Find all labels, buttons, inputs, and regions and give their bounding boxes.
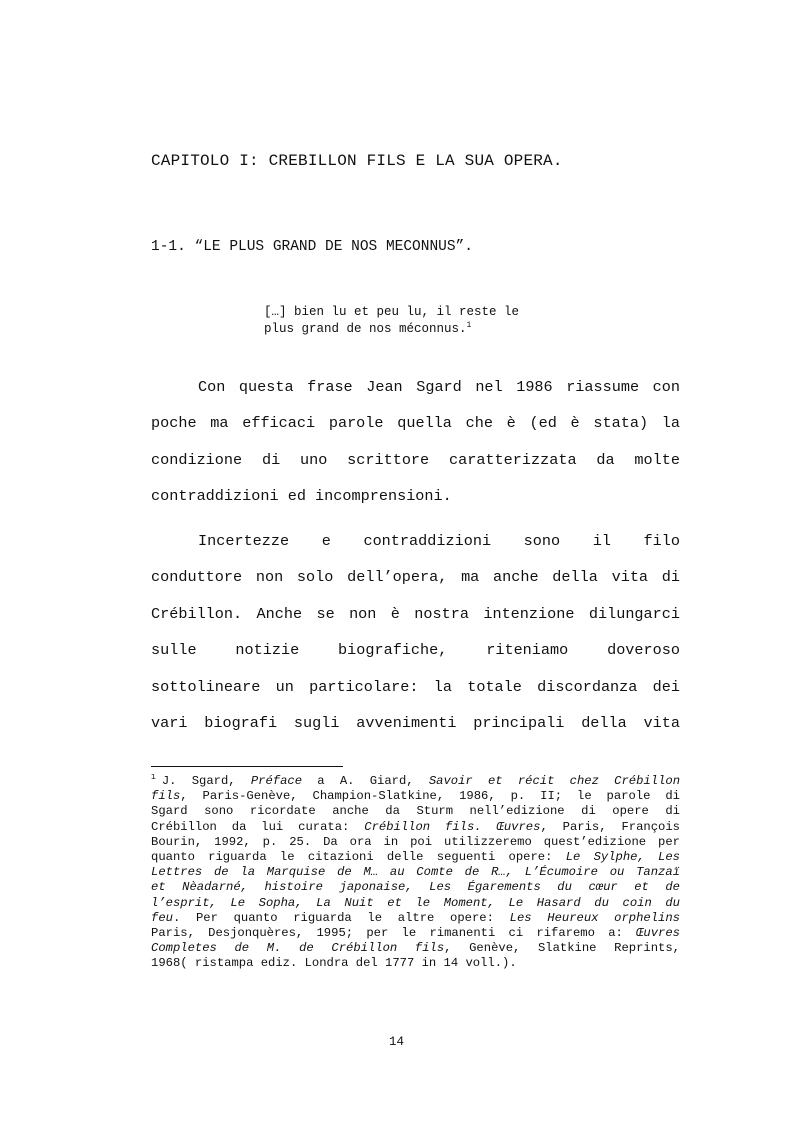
footnote-line [151, 865, 680, 880]
footnote-text: a A. Giard, [302, 774, 429, 788]
paragraph-line: condizione di uno scrittore caratterizzata da molte [151, 450, 680, 469]
chapter-title: CAPITOLO I: CREBILLON FILS E LA SUA OPERA. [151, 152, 563, 170]
paragraph-line: conduttore non solo dell’opera, ma anche della vita di [151, 568, 680, 587]
footnote-italic: Crébillon fils. Œuvres [364, 819, 541, 834]
footnote-text: J. Sgard, [161, 774, 251, 788]
footnote-text: Crébillon da lui curata: [151, 819, 365, 834]
footnote-text: , Genève, Slatkine Reprints, [444, 941, 680, 956]
page-number: 14 [388, 1035, 404, 1049]
footnote-text: . Per quanto riguarda le altre opere: [172, 910, 510, 925]
footnote-italic: fils [151, 789, 181, 804]
footnote-italic: Le Sylphe, Les [565, 849, 680, 864]
footnote-italic: Œuvres [636, 925, 680, 940]
footnote-italic: Préface [250, 774, 303, 788]
footnote-divider [151, 766, 343, 767]
footnote-line: Bourin, 1992, p. 25. Da ora in poi utilizzeremo quest’edizione per [151, 834, 680, 849]
section-title: 1-1. “LE PLUS GRAND DE NOS MECONNUS”. [151, 239, 473, 255]
footnote-italic: Lettres de la Marquise de M… au Comte de R…, L’Écumoire ou Tanzaï [151, 865, 680, 880]
paragraph-line: Crébillon. Anche se non è nostra intenzione dilungarci [151, 604, 680, 623]
paragraph-line: sottolineare un particolare: la totale discordanza dei [151, 677, 680, 696]
footnote-text: quanto riguarda le citazioni delle seguenti opere: [151, 849, 566, 864]
paragraph-line: contraddizioni ed incomprensioni. [151, 487, 452, 506]
footnote-line [151, 896, 680, 911]
footnote-text: , Paris-Genève, Champion-Slatkine, 1986, p. II; le parole di [180, 789, 680, 804]
footnote-line: Sgard sono ricordate anche da Sturm nell’edizione di opere di [151, 804, 680, 819]
epigraph-quote [264, 304, 574, 338]
footnote-line: 1968( ristampa ediz. Londra del 1777 in 14 voll.). [151, 956, 517, 971]
footnote-text: Paris, Desjonquères, 1995; per le rimanenti ci rifaremo a: [151, 925, 637, 940]
footnote-italic: Completes de M. de Crébillon fils [151, 941, 445, 956]
paragraph-line: Con questa frase Jean Sgard nel 1986 riassume con [198, 378, 680, 396]
footnote-italic: Les Heureux orphelins [509, 910, 680, 925]
paragraph-line: poche ma efficaci parole quella che è (ed è stata) la [151, 414, 680, 433]
footnote-italic: et Nèadarné, histoire japonaise, Les Égarements du cœur et de [151, 880, 680, 895]
footnote-text: , Paris, François [540, 819, 680, 834]
footnote-line [151, 941, 680, 956]
footnote-reference: 1 [466, 320, 472, 330]
footnote-italic: Savoir et récit chez Crébillon [428, 774, 680, 788]
footnote-line [151, 820, 680, 835]
footnote-line [151, 850, 680, 865]
paragraph-line: vari biografi sugli avvenimenti principali della vita [151, 713, 680, 732]
footnote-line [151, 789, 680, 804]
footnote-line [151, 880, 680, 895]
epigraph-line: […] bien lu et peu lu, il reste le [264, 305, 520, 319]
epigraph-line [264, 321, 574, 338]
footnote-mark: 1 [151, 774, 156, 782]
paragraph [151, 523, 680, 741]
footnote-line [151, 911, 680, 926]
footnote-italic: l’esprit, Le Sopha, La Nuit et le Moment, Le Hasard du coin du [151, 895, 680, 910]
footnote-line [151, 774, 680, 789]
paragraph [151, 369, 680, 515]
epigraph-line-text: plus grand de nos méconnus. [264, 322, 467, 336]
footnote-italic: feu [151, 910, 173, 925]
footnote [151, 774, 680, 971]
paragraph-line: sulle notizie biografiche, riteniamo doveroso [151, 641, 680, 660]
paragraph-line: Incertezze e contraddizioni sono il filo [198, 532, 680, 550]
footnote-line [151, 926, 680, 941]
